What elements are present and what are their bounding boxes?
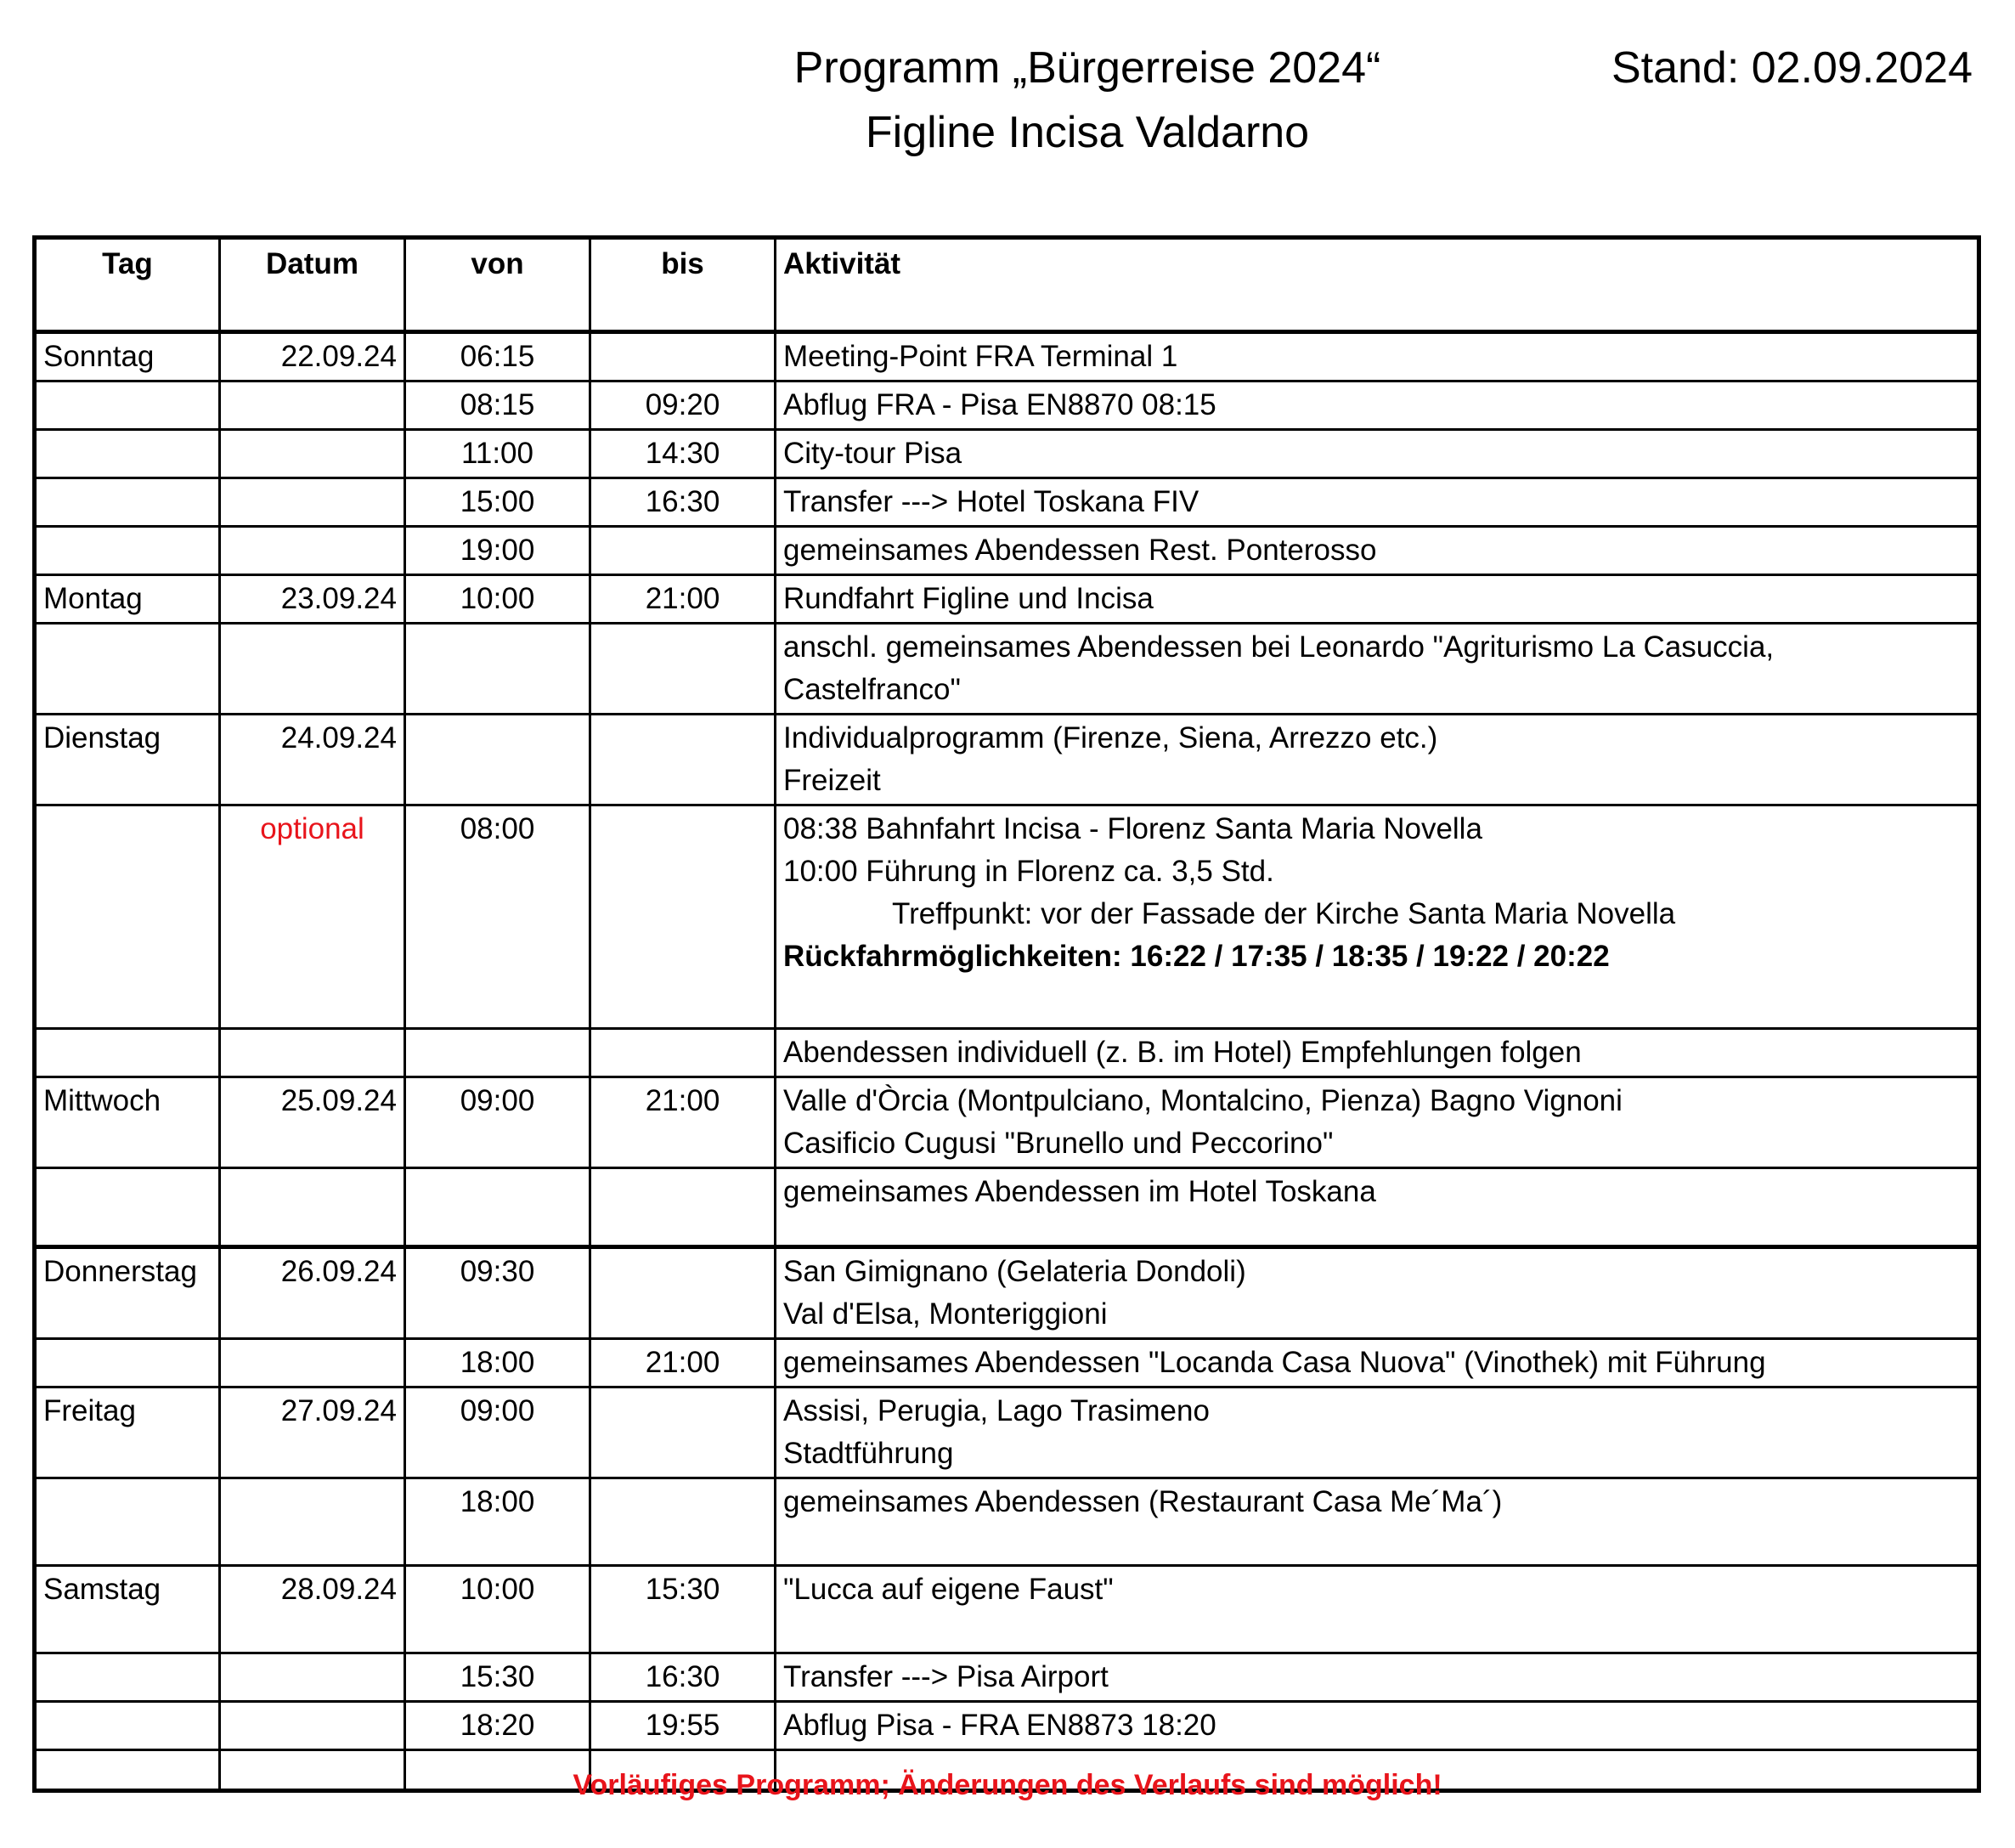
activity-line: Freizeit — [783, 764, 881, 797]
cell-tag — [35, 1168, 220, 1247]
cell-von: 09:00 — [405, 1077, 590, 1168]
cell-datum — [220, 381, 405, 430]
table-row — [35, 805, 1979, 1029]
stand-date: Stand: 02.09.2024 — [1611, 43, 1973, 93]
table-row — [35, 1566, 1979, 1653]
cell-datum: 23.09.24 — [220, 575, 405, 624]
table-body — [35, 332, 1979, 1791]
cell-tag — [35, 478, 220, 527]
activity-line: Valle d'Òrcia (Montpulciano, Montalcino, Pienza) Bagno Vignoni — [783, 1084, 1623, 1117]
cell-datum — [220, 478, 405, 527]
cell-bis: 16:30 — [590, 1653, 776, 1702]
title-line-2: Figline Incisa Valdarno — [865, 108, 1310, 157]
cell-datum: 28.09.24 — [220, 1566, 405, 1653]
table-row — [35, 1077, 1979, 1168]
table-header-row — [35, 238, 1979, 332]
cell-bis — [590, 332, 776, 381]
cell-tag — [35, 430, 220, 478]
cell-bis — [590, 805, 776, 1029]
cell-datum — [220, 527, 405, 575]
cell-bis: 19:55 — [590, 1702, 776, 1750]
cell-aktivitaet — [776, 1168, 1979, 1247]
cell-bis — [590, 1168, 776, 1247]
activity-line: Val d'Elsa, Monteriggioni — [783, 1297, 1108, 1331]
cell-bis — [590, 1387, 776, 1478]
activity-line: 08:38 Bahnfahrt Incisa - Florenz Santa Maria Novella — [783, 812, 1482, 845]
cell-datum — [220, 1478, 405, 1566]
cell-von: 15:30 — [405, 1653, 590, 1702]
cell-von: 18:20 — [405, 1702, 590, 1750]
cell-datum: optional — [220, 805, 405, 1029]
cell-aktivitaet — [776, 1653, 1979, 1702]
cell-von: 09:30 — [405, 1247, 590, 1339]
cell-tag: Donnerstag — [35, 1247, 220, 1339]
table-row — [35, 1029, 1979, 1077]
activity-line: San Gimignano (Gelateria Dondoli) — [783, 1255, 1246, 1288]
cell-tag — [35, 805, 220, 1029]
cell-bis — [590, 1029, 776, 1077]
footer-note: Vorläufiges Programm; Änderungen des Verlaufs sind möglich! — [573, 1769, 1442, 1801]
cell-datum — [220, 430, 405, 478]
cell-tag: Montag — [35, 575, 220, 624]
cell-aktivitaet — [776, 1247, 1979, 1339]
cell-tag — [35, 1653, 220, 1702]
table-row — [35, 1387, 1979, 1478]
activity-line: Abflug FRA - Pisa EN8870 08:15 — [783, 388, 1216, 421]
col-header-von: von — [405, 238, 590, 332]
cell-von: 08:15 — [405, 381, 590, 430]
table-row — [35, 715, 1979, 805]
cell-tag: Sonntag — [35, 332, 220, 381]
activity-line: gemeinsames Abendessen im Hotel Toskana — [783, 1175, 1376, 1208]
table-row — [35, 1702, 1979, 1750]
table-row — [35, 1247, 1979, 1339]
cell-bis: 15:30 — [590, 1566, 776, 1653]
activity-line: Rückfahrmöglichkeiten: 16:22 / 17:35 / 18:35 / 19:22 / 20:22 — [783, 940, 1610, 973]
activity-line: gemeinsames Abendessen "Locanda Casa Nuova" (Vinothek) mit Führung — [783, 1346, 1766, 1379]
cell-aktivitaet — [776, 478, 1979, 527]
document-title — [748, 36, 1427, 165]
col-header-bis: bis — [590, 238, 776, 332]
activity-line: Castelfranco" — [783, 673, 961, 706]
cell-datum — [220, 1653, 405, 1702]
cell-bis: 16:30 — [590, 478, 776, 527]
cell-bis — [590, 624, 776, 715]
cell-aktivitaet — [776, 1387, 1979, 1478]
cell-von: 15:00 — [405, 478, 590, 527]
cell-von: 08:00 — [405, 805, 590, 1029]
table-row — [35, 430, 1979, 478]
cell-aktivitaet — [776, 381, 1979, 430]
cell-bis — [590, 1247, 776, 1339]
cell-von: 10:00 — [405, 1566, 590, 1653]
cell-bis: 21:00 — [590, 575, 776, 624]
cell-von: 06:15 — [405, 332, 590, 381]
activity-line: Casificio Cugusi "Brunello und Peccorino" — [783, 1127, 1334, 1160]
cell-tag — [35, 1702, 220, 1750]
title-line-1: Programm „Bürgerreise 2024“ — [793, 43, 1381, 93]
activity-line: Rundfahrt Figline und Incisa — [783, 582, 1154, 615]
cell-tag: Mittwoch — [35, 1077, 220, 1168]
cell-bis — [590, 1478, 776, 1566]
cell-von: 19:00 — [405, 527, 590, 575]
cell-von — [405, 624, 590, 715]
cell-tag: Samstag — [35, 1566, 220, 1653]
activity-line: 10:00 Führung in Florenz ca. 3,5 Std. — [783, 855, 1274, 888]
cell-bis: 09:20 — [590, 381, 776, 430]
cell-aktivitaet — [776, 575, 1979, 624]
cell-datum — [220, 1339, 405, 1387]
activity-line: Abflug Pisa - FRA EN8873 18:20 — [783, 1709, 1216, 1742]
cell-aktivitaet — [776, 805, 1979, 1029]
cell-aktivitaet — [776, 1478, 1979, 1566]
activity-line: Transfer ---> Pisa Airport — [783, 1660, 1109, 1693]
cell-bis: 14:30 — [590, 430, 776, 478]
table-row — [35, 1339, 1979, 1387]
cell-von — [405, 1168, 590, 1247]
cell-datum: 24.09.24 — [220, 715, 405, 805]
cell-bis — [590, 527, 776, 575]
cell-aktivitaet — [776, 1702, 1979, 1750]
cell-datum: 27.09.24 — [220, 1387, 405, 1478]
cell-von: 09:00 — [405, 1387, 590, 1478]
cell-von — [405, 1029, 590, 1077]
table-row — [35, 1478, 1979, 1566]
activity-line: gemeinsames Abendessen Rest. Ponterosso — [783, 534, 1377, 567]
cell-tag — [35, 527, 220, 575]
cell-datum: 25.09.24 — [220, 1077, 405, 1168]
cell-von: 18:00 — [405, 1339, 590, 1387]
table-row — [35, 624, 1979, 715]
cell-aktivitaet — [776, 527, 1979, 575]
cell-aktivitaet — [776, 624, 1979, 715]
cell-datum: 26.09.24 — [220, 1247, 405, 1339]
activity-line: Stadtführung — [783, 1437, 954, 1470]
cell-aktivitaet — [776, 1339, 1979, 1387]
cell-tag — [35, 1478, 220, 1566]
cell-von — [405, 715, 590, 805]
table-row — [35, 478, 1979, 527]
cell-aktivitaet — [776, 1029, 1979, 1077]
activity-line: "Lucca auf eigene Faust" — [783, 1573, 1114, 1606]
activity-line: Treffpunkt: vor der Fassade der Kirche Santa Maria Novella — [892, 897, 1676, 930]
cell-aktivitaet — [776, 430, 1979, 478]
col-header-datum: Datum — [220, 238, 405, 332]
cell-von: 10:00 — [405, 575, 590, 624]
cell-datum — [220, 1702, 405, 1750]
cell-datum: 22.09.24 — [220, 332, 405, 381]
col-header-aktivitaet: Aktivität — [776, 238, 1979, 332]
activity-line: Transfer ---> Hotel Toskana FIV — [783, 485, 1199, 518]
cell-bis — [590, 715, 776, 805]
cell-bis: 21:00 — [590, 1339, 776, 1387]
cell-bis: 21:00 — [590, 1077, 776, 1168]
cell-tag — [35, 381, 220, 430]
table-row — [35, 1168, 1979, 1247]
activity-line: Individualprogramm (Firenze, Siena, Arrezzo etc.) — [783, 721, 1438, 754]
cell-datum — [220, 1168, 405, 1247]
cell-aktivitaet — [776, 1077, 1979, 1168]
activity-line: Meeting-Point FRA Terminal 1 — [783, 340, 1178, 373]
cell-tag — [35, 624, 220, 715]
cell-datum — [220, 624, 405, 715]
cell-tag — [35, 1029, 220, 1077]
cell-von: 18:00 — [405, 1478, 590, 1566]
cell-tag — [35, 1339, 220, 1387]
activity-line: Assisi, Perugia, Lago Trasimeno — [783, 1394, 1210, 1427]
cell-von: 11:00 — [405, 430, 590, 478]
cell-tag: Dienstag — [35, 715, 220, 805]
cell-aktivitaet — [776, 1566, 1979, 1653]
activity-line: City-tour Pisa — [783, 437, 962, 470]
activity-line: Abendessen individuell (z. B. im Hotel) Empfehlungen folgen — [783, 1036, 1582, 1069]
cell-datum — [220, 1029, 405, 1077]
activity-line: gemeinsames Abendessen (Restaurant Casa Me´Ma´) — [783, 1485, 1503, 1518]
table-row — [35, 1653, 1979, 1702]
table-row — [35, 332, 1979, 381]
activity-line: anschl. gemeinsames Abendessen bei Leonardo "Agriturismo La Casuccia, — [783, 630, 1775, 664]
cell-aktivitaet — [776, 332, 1979, 381]
table-row — [35, 575, 1979, 624]
table-row — [35, 381, 1979, 430]
cell-tag: Freitag — [35, 1387, 220, 1478]
table-row — [35, 527, 1979, 575]
col-header-tag: Tag — [35, 238, 220, 332]
program-table — [32, 235, 1981, 1793]
cell-aktivitaet — [776, 715, 1979, 805]
